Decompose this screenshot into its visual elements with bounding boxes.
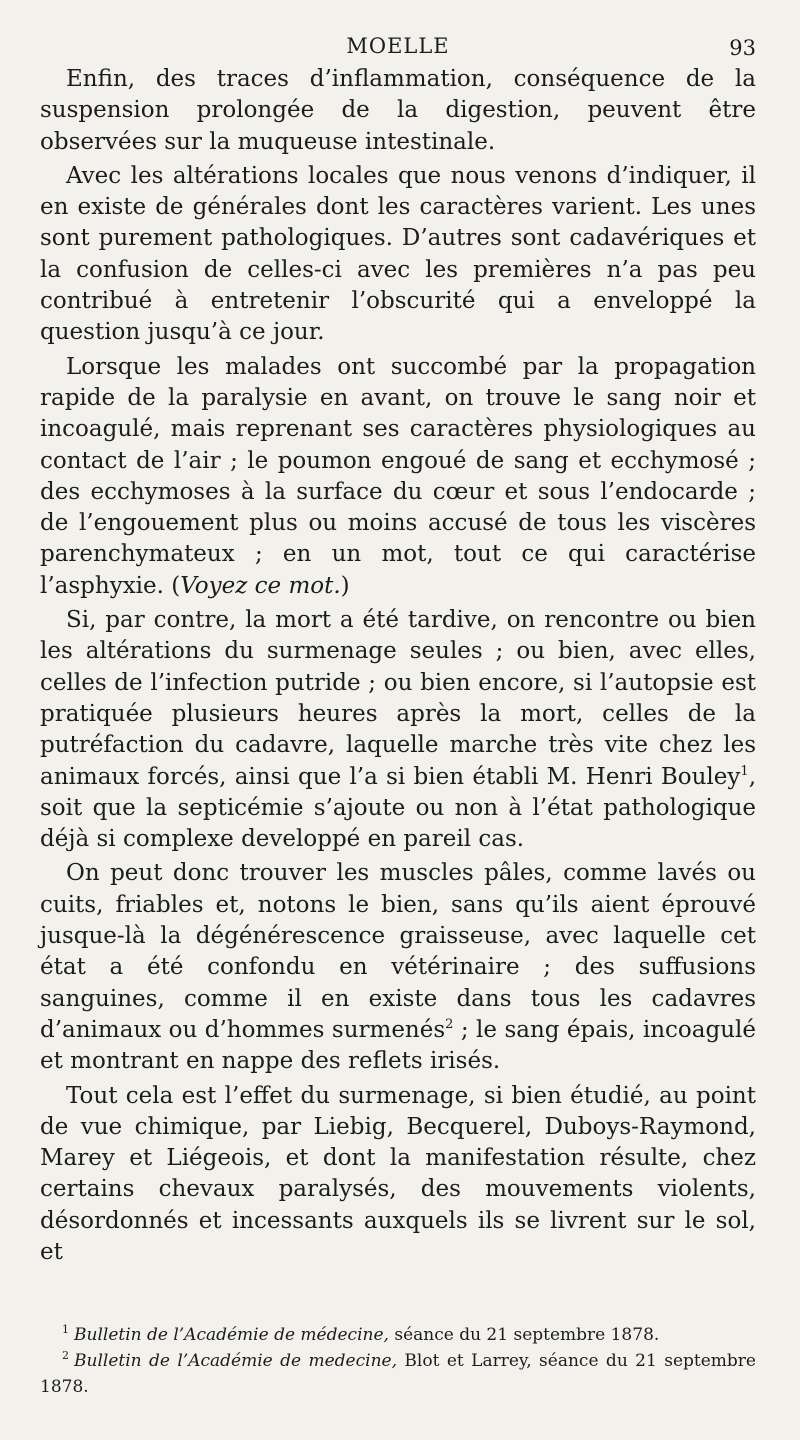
footnote-2	[40, 1348, 756, 1400]
paragraph-5-text-cont: ; le sang épais, incoagulé et montrant en nappe des reflets irisés.	[40, 1016, 756, 1075]
running-title: MOELLE	[346, 34, 450, 58]
footnote-source: Bulletin de l’Académie de médecine,	[74, 1325, 389, 1345]
paragraph-3	[40, 352, 756, 602]
paragraph-6: Tout cela est l’effet du surmenage, si bien étudié, au point de vue chimique, par Liebig, Becquerel, Duboys-Raymond, Marey et Liégeois, et dont la manifestation résulte, chez certains chevaux paralysés, des mouvements violents, désordonnés et incessants auxquels ils se livrent sur le sol, et	[40, 1082, 756, 1265]
paragraph-3-text: Lorsque les malades ont succombé par la propagation rapide de la paralysie en avant, on trouve le sang noir et incoagulé, mais reprenant ses caractères physiologiques au contact de l’air ; le poumon engoué de sang et ecchymosé ; des ecchymoses à la surface du cœur et sous l’endocarde ; de l’engouement plus ou moins accusé de tous les viscères parenchymateux ; en un mot, tout ce qui caractérise l’asphyxie.	[40, 353, 756, 599]
footnote-ref-1: 1	[740, 763, 749, 779]
page-header	[40, 24, 756, 64]
paragraph-4	[40, 605, 756, 855]
footnote-ref-2: 2	[445, 1016, 454, 1032]
paragraph-2: Avec les altérations locales que nous venons d’indiquer, il en existe de générales dont les caractères varient. Les unes sont purement pathologiques. D’autres sont cadavériques et la confusion de celles-ci avec les premières n’a pas peu contribué à entretenir l’obscurité qui a enveloppé la question jusqu’à ce jour.	[40, 162, 756, 346]
footnotes	[40, 1322, 756, 1400]
footnote-text: séance du 21 septembre 1878.	[388, 1325, 660, 1345]
page-number: 93	[729, 36, 756, 60]
cross-reference-italic: Voyez ce mot.	[180, 572, 341, 599]
footnote-mark: 1	[62, 1323, 69, 1336]
footnote-source: Bulletin de l’Académie de medecine,	[74, 1351, 397, 1371]
paragraph-4-text-cont: , soit que la septicémie s’ajoute ou non à l’état pathologique déjà si complexe developpé en pareil cas.	[40, 763, 756, 853]
body-text	[40, 64, 756, 1268]
paragraph-5-text: On peut donc trouver les muscles pâles, comme lavés ou cuits, friables et, notons le bien, sans qu’ils aient éprouvé jusque-là la dégénérescence graisseuse, avec laquelle cet état a été confondu en vétérinaire ; des suffusions sanguines, comme il en existe dans tous les cadavres d’animaux ou d’hommes surmenés	[40, 860, 756, 1043]
paragraph-5	[40, 858, 756, 1077]
cross-reference-close: )	[340, 572, 350, 599]
paragraph-4-text: Si, par contre, la mort a été tardive, on rencontre ou bien les altérations du surmenage seules ; ou bien, avec elles, celles de l’infection putride ; ou bien encore, si l’autopsie est pratiquée plusieurs heures après la mort, celles de la putréfaction du cadavre, laquelle marche très vite chez les animaux forcés, ainsi que l’a si bien établi M. Henri Bouley	[40, 607, 756, 790]
footnote-text: Blot et Larrey, séance du 21 septembre 1878.	[40, 1351, 756, 1397]
paragraph-1: Enfin, des traces d’inflammation, conséquence de la suspension prolongée de la digestion, peuvent être observées sur la muqueuse intestinale.	[40, 66, 756, 155]
footnote-1	[40, 1322, 756, 1348]
cross-reference-open: (	[171, 572, 181, 599]
footnote-mark: 2	[62, 1349, 69, 1362]
